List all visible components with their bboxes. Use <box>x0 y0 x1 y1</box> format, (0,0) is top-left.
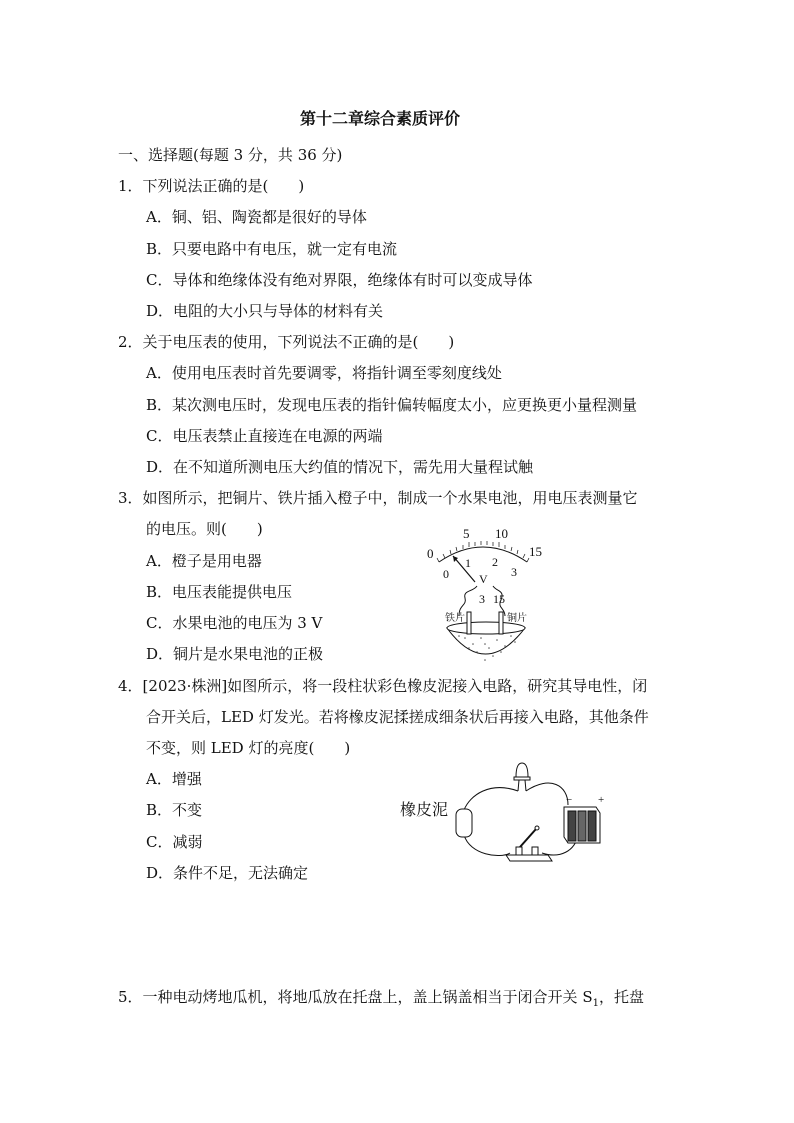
fruit-battery-figure <box>415 520 555 672</box>
question-3-stem-line-1: 3．如图所示，把铜片、铁片插入橙子中，制成一个水果电池，用电压表测量它 <box>118 489 638 507</box>
iron-plate-label: 铁片 <box>445 613 465 624</box>
plasticine-cylinder <box>456 809 472 837</box>
dial-ticks <box>437 541 529 562</box>
question-1-option-c: C．导体和绝缘体没有绝对界限，绝缘体有时可以变成导体 <box>146 271 533 289</box>
question-3-option-c: C．水果电池的电压为 3 V <box>146 614 323 632</box>
battery-icon <box>564 807 600 843</box>
question-4-stem-line-1: 4．[2023·株洲]如图所示，将一段柱状彩色橡皮泥接入电路，研究其导电性，闭 <box>118 677 648 695</box>
led-icon <box>514 763 530 791</box>
page-title: 第十二章综合素质评价 <box>300 109 461 128</box>
question-5-stem <box>118 988 644 1013</box>
led-circuit-figure <box>450 755 610 870</box>
outer-scale-15: 15 <box>529 544 542 559</box>
wire-bottom <box>464 835 510 856</box>
inner-scale-3: 3 <box>511 565 517 579</box>
question-2-option-a: A．使用电压表时首先要调零，将指针调至零刻度线处 <box>146 364 502 382</box>
wire-left <box>464 788 518 810</box>
section-heading: 一、选择题(每题 3 分，共 36 分) <box>118 146 343 164</box>
plasticine-label: 橡皮泥 <box>400 800 449 819</box>
question-3-option-b: B．电压表能提供电压 <box>146 583 293 601</box>
question-4-option-d: D．条件不足，无法确定 <box>146 864 309 882</box>
battery-minus: − <box>566 794 573 806</box>
question-5-stem-tail: ，托盘 <box>598 988 644 1006</box>
inner-scale-1: 1 <box>465 556 471 570</box>
question-2-option-c: C．电压表禁止直接连在电源的两端 <box>146 427 383 445</box>
iron-plate <box>467 612 471 634</box>
question-4-option-c: C．减弱 <box>146 833 203 851</box>
question-3-stem-line-2: 的电压。则( ) <box>146 520 263 538</box>
question-4-stem-line-3: 不变，则 LED 灯的亮度( ) <box>146 739 351 757</box>
question-3-option-d: D．铜片是水果电池的正极 <box>146 645 324 663</box>
question-2-option-d: D．在不知道所测电压大约值的情况下，需先用大量程试触 <box>146 458 534 476</box>
copper-plate <box>499 612 503 634</box>
outer-scale-10: 10 <box>495 526 508 541</box>
question-2-option-b: B．某次测电压时，发现电压表的指针偏转幅度太小，应更换更小量程测量 <box>146 396 638 414</box>
orange-half <box>447 622 525 661</box>
question-1-option-b: B．只要电路中有电压，就一定有电流 <box>146 240 398 258</box>
needle <box>453 556 475 582</box>
terminal-3: 3 <box>479 592 485 606</box>
question-1-option-d: D．电阻的大小只与导体的材料有关 <box>146 302 384 320</box>
wire-right <box>526 783 568 805</box>
question-2-stem: 2．关于电压表的使用，下列说法不正确的是( ) <box>118 333 455 351</box>
question-3-option-a: A．橙子是用电器 <box>146 552 262 570</box>
switch-icon <box>506 826 552 861</box>
question-1-stem: 1．下列说法正确的是( ) <box>118 177 305 195</box>
question-4-option-a: A．增强 <box>146 770 202 788</box>
terminal-15: 15 <box>493 592 505 606</box>
question-4-stem-line-2: 合开关后，LED 灯发光。若将橡皮泥揉搓成细条状后再接入电路，其他条件 <box>146 708 649 726</box>
question-1-option-a: A．铜、铝、陶瓷都是很好的导体 <box>146 208 367 226</box>
copper-plate-label: 铜片 <box>507 613 527 624</box>
outer-scale-0: 0 <box>427 546 434 561</box>
switch-subscript: 1 <box>592 998 599 1009</box>
unit-label: V <box>479 572 488 586</box>
question-4-option-b: B．不变 <box>146 801 203 819</box>
outer-scale-5: 5 <box>463 526 470 541</box>
battery-plus: + <box>598 794 605 806</box>
inner-scale-2: 2 <box>492 555 498 569</box>
inner-scale-0: 0 <box>443 567 449 581</box>
question-5-stem-text: 5．一种电动烤地瓜机，将地瓜放在托盘上，盖上锅盖相当于闭合开关 S <box>118 988 593 1006</box>
